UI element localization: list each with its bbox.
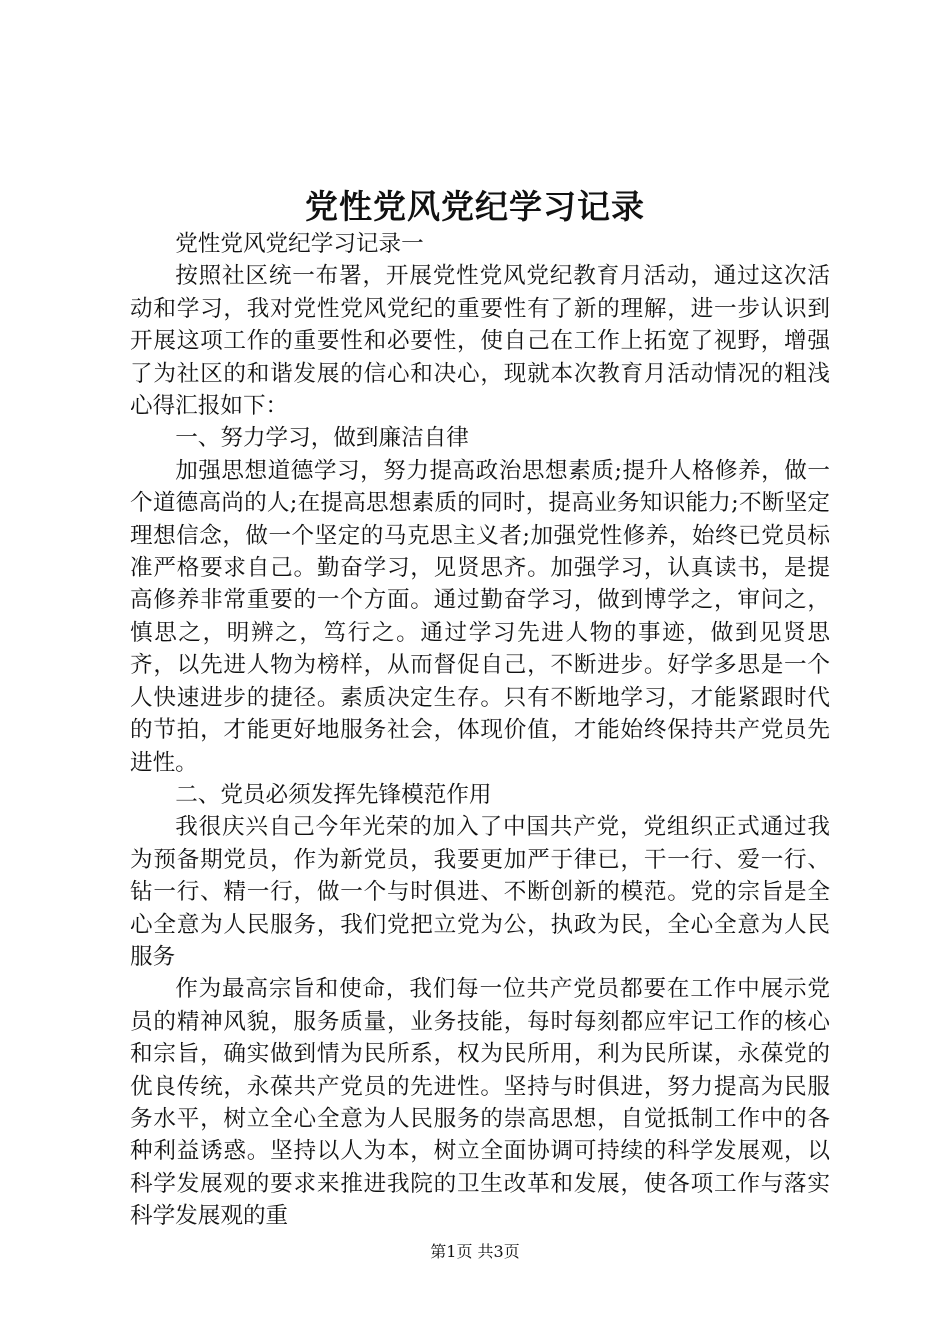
document-title: 党性党风党纪学习记录 [305, 187, 645, 226]
document-body [130, 228, 830, 1233]
page-number-footer: 第1页 共3页 [430, 1242, 520, 1261]
intro-paragraph: 按照社区统一布署，开展党性党风党纪教育月活动，通过这次活动和学习，我对党性党风党纪的重要性有了新的理解，进一步认识到开展这项工作的重要性和必要性，使自己在工作上拓宽了视野，增强了为社区的和谐发展的信心和决心，现就本次教育月活动情况的粗浅心得汇报如下： [130, 263, 830, 420]
body-paragraph-3: 作为最高宗旨和使命，我们每一位共产党员都要在工作中展示党员的精神风貌，服务质量，业务技能，每时每刻都应牢记工作的核心和宗旨，确实做到情为民所系，权为民所用，利为民所谋，永葆党的优良传统，永葆共产党员的先进性。坚持与时俱进，努力提高为民服务水平，树立全心全意为人民服务的崇高思想，自觉抵制工作中的各种利益诱惑。坚持以人为本，树立全面协调可持续的科学发展观，以科学发展观的要求来推进我院的卫生改革和发展，使各项工作与落实科学发展观的重 [130, 976, 830, 1230]
section-subtitle: 党性党风党纪学习记录一 [175, 231, 424, 257]
section-heading-2: 二、党员必须发挥先锋模范作用 [175, 781, 492, 808]
section-heading-1: 一、努力学习，做到廉洁自律 [175, 425, 469, 452]
body-paragraph-2: 我很庆兴自己今年光荣的加入了中国共产党，党组织正式通过我为预备期党员，作为新党员，我要更加严于律已，干一行、爱一行、钻一行、精一行，做一个与时俱进、不断创新的模范。党的宗旨是全心全意为人民服务，我们党把立党为公，执政为民，全心全意为人民服务 [130, 814, 830, 970]
body-paragraph-1: 加强思想道德学习，努力提高政治思想素质;提升人格修养，做一个道德高尚的人;在提高思想素质的同时，提高业务知识能力;不断坚定理想信念，做一个坚定的马克思主义者;加强党性修养，始终已党员标准严格要求自己。勤奋学习，见贤思齐。加强学习，认真读书，是提高修养非常重要的一个方面。通过勤奋学习，做到博学之，审问之，慎思之，明辨之，笃行之。通过学习先进人物的事迹，做到见贤思齐，以先进人物为榜样，从而督促自己，不断进步。好学多思是一个人快速进步的捷径。素质决定生存。只有不断地学习，才能紧跟时代的节拍，才能更好地服务社会，体现价值，才能始终保持共产党员先进性。 [130, 457, 830, 776]
